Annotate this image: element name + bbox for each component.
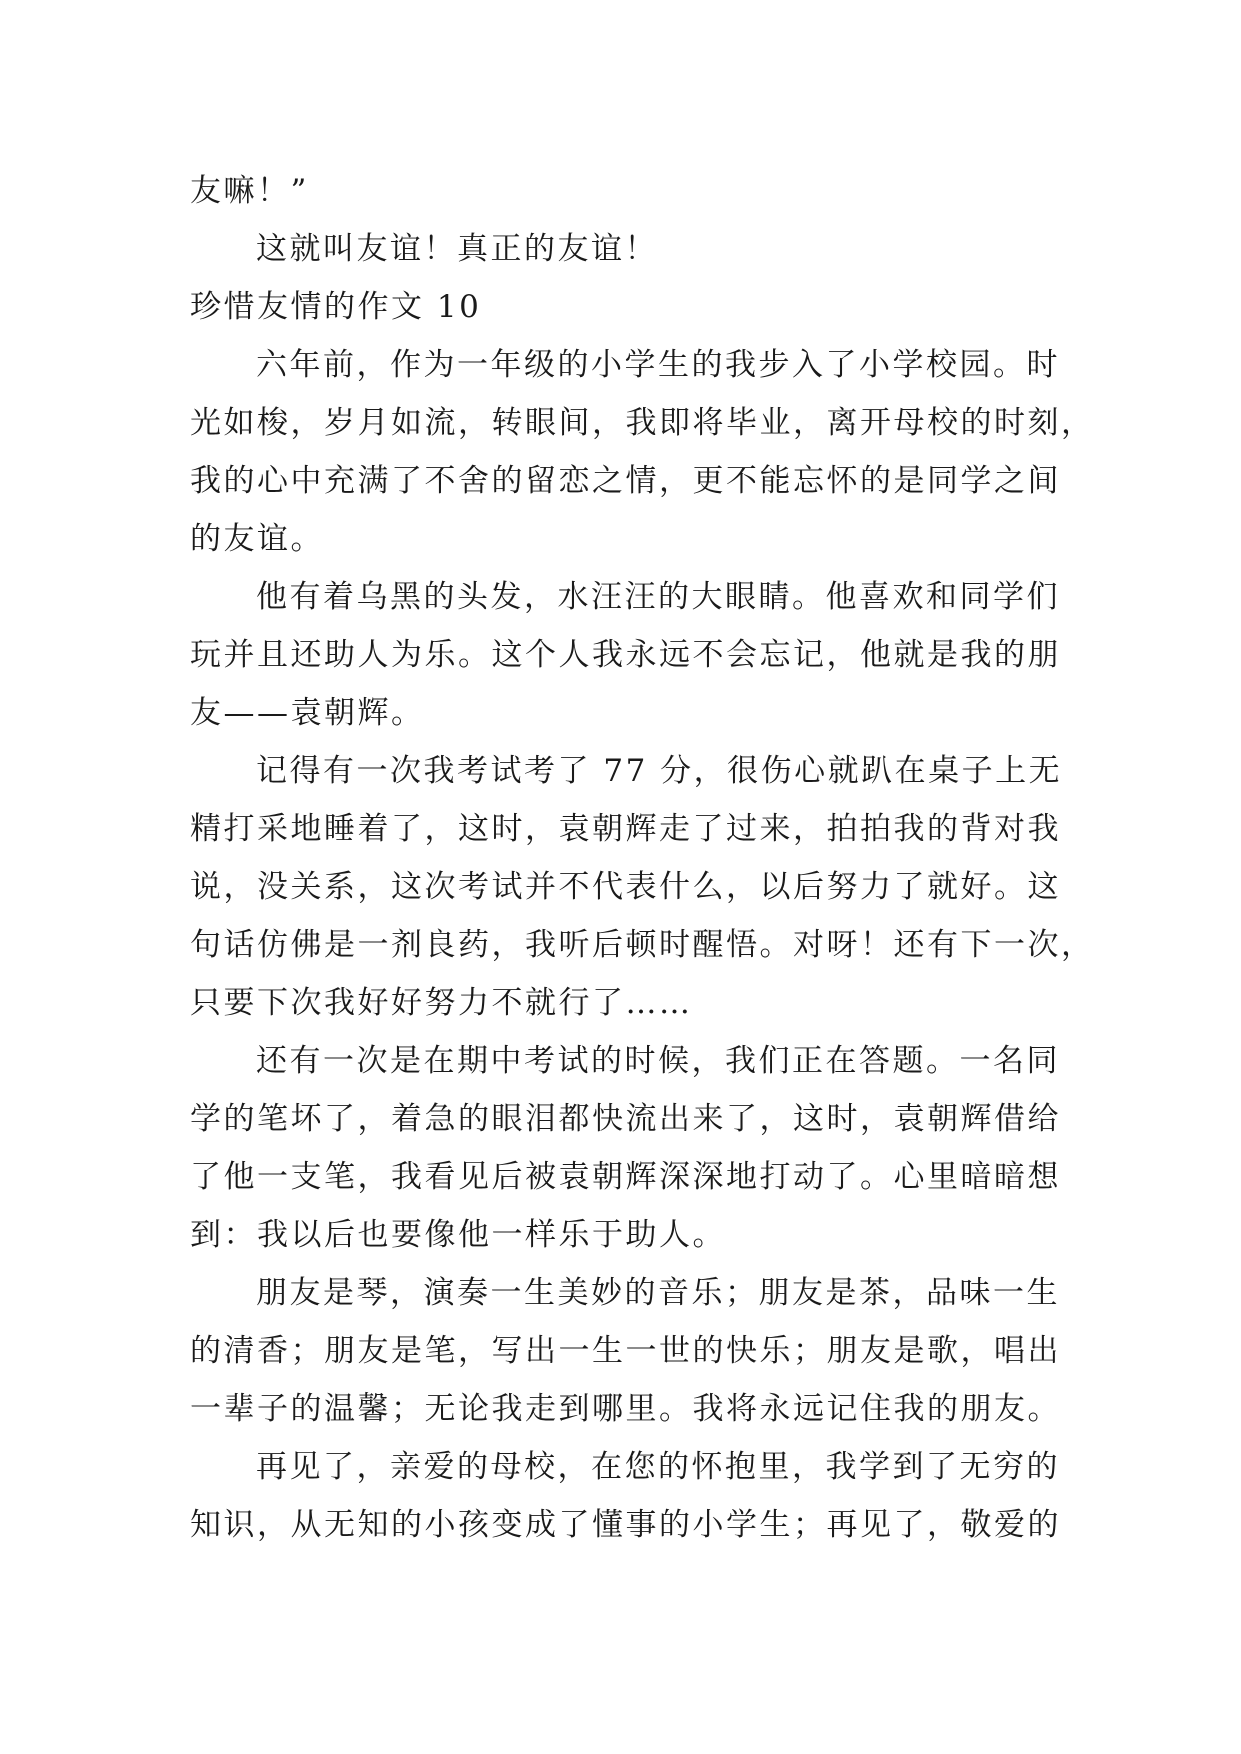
text-line: 只要下次我好好努力不就行了…… <box>190 985 693 1021</box>
text-line: 这就叫友谊！真正的友谊！ <box>256 231 658 267</box>
text-line: 记得有一次我考试考了 77 分，很伤心就趴在桌子上无 <box>256 753 1063 789</box>
text-line: 精打采地睡着了，这时，袁朝辉走了过来，拍拍我的背对我 <box>190 811 1061 847</box>
text-line: 句话仿佛是一剂良药，我听后顿时醒悟。对呀！还有下一次， <box>190 927 1095 963</box>
text-line: 了他一支笔，我看见后被袁朝辉深深地打动了。心里暗暗想 <box>190 1159 1061 1195</box>
text-line: 玩并且还助人为乐。这个人我永远不会忘记，他就是我的朋 <box>190 637 1061 673</box>
text-line: 的友谊。 <box>190 521 324 557</box>
text-line: 的清香；朋友是笔，写出一生一世的快乐；朋友是歌，唱出 <box>190 1333 1061 1369</box>
text-line: 光如梭，岁月如流，转眼间，我即将毕业，离开母校的时刻， <box>190 405 1095 441</box>
text-line: 再见了，亲爱的母校，在您的怀抱里，我学到了无穷的 <box>256 1449 1060 1485</box>
text-line: 六年前，作为一年级的小学生的我步入了小学校园。时 <box>256 347 1060 383</box>
text-line: 友嘛！” <box>190 173 309 209</box>
text-line: 我的心中充满了不舍的留恋之情，更不能忘怀的是同学之间 <box>190 463 1061 499</box>
text-line: 一辈子的温馨；无论我走到哪里。我将永远记住我的朋友。 <box>190 1391 1061 1427</box>
text-line: 他有着乌黑的头发，水汪汪的大眼睛。他喜欢和同学们 <box>256 579 1060 615</box>
text-line: 说，没关系，这次考试并不代表什么，以后努力了就好。这 <box>190 869 1061 905</box>
text-line: 到：我以后也要像他一样乐于助人。 <box>190 1217 726 1253</box>
section-heading: 珍惜友情的作文 10 <box>190 289 482 325</box>
text-line: 友——袁朝辉。 <box>190 695 425 731</box>
text-line: 学的笔坏了，着急的眼泪都快流出来了，这时，袁朝辉借给 <box>190 1101 1061 1137</box>
text-line: 朋友是琴，演奏一生美妙的音乐；朋友是茶，品味一生 <box>256 1275 1060 1311</box>
text-line: 还有一次是在期中考试的时候，我们正在答题。一名同 <box>256 1043 1060 1079</box>
essay-body <box>190 162 1095 1554</box>
text-line: 知识，从无知的小孩变成了懂事的小学生；再见了，敬爱的 <box>190 1507 1061 1543</box>
